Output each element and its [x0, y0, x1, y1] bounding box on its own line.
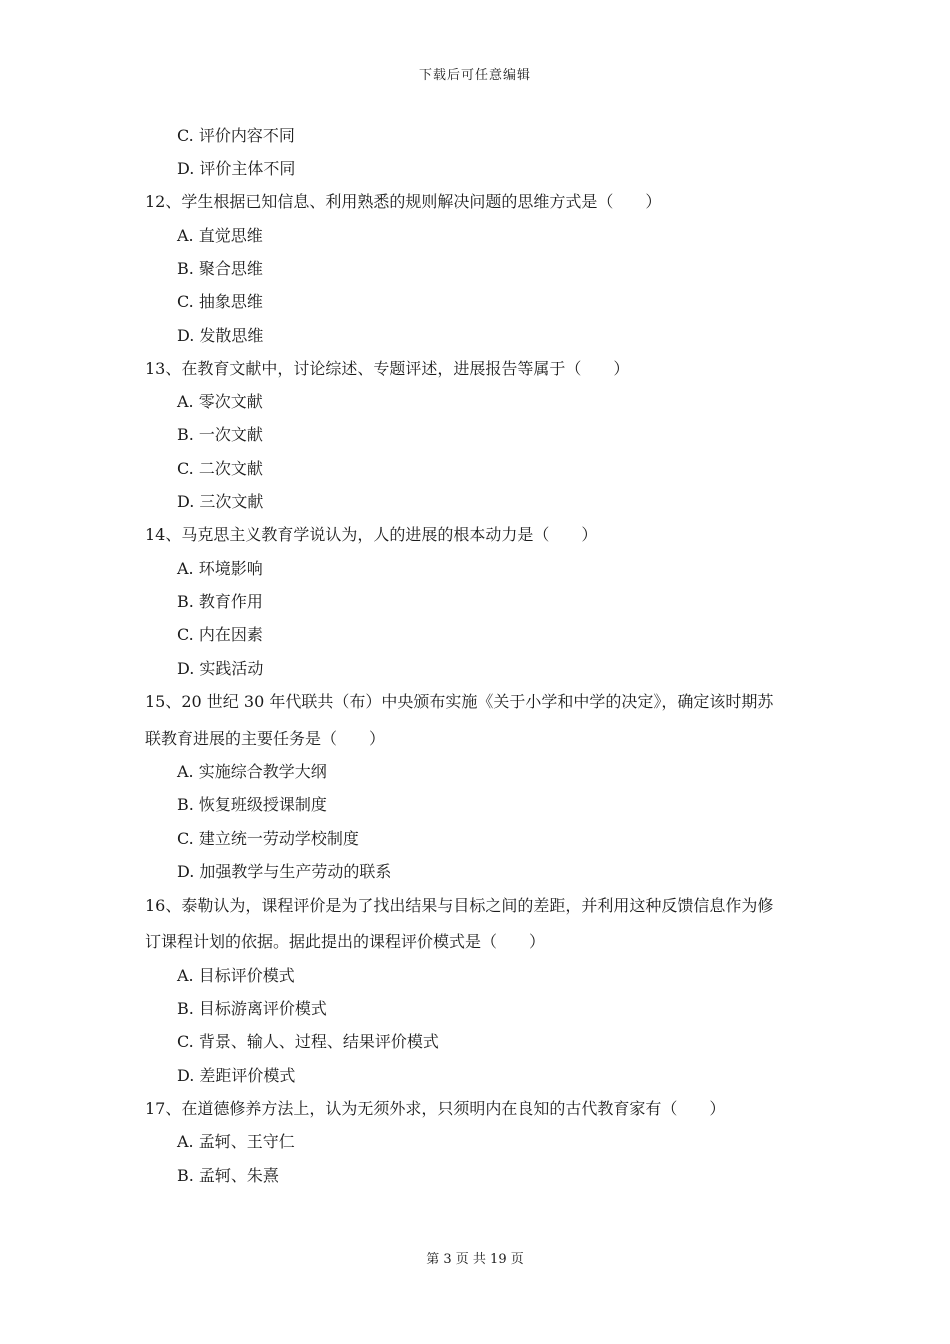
option-13b: B. 一次文献 — [177, 425, 263, 444]
option-16c: C. 背景、输人、过程、结果评价模式 — [177, 1032, 439, 1051]
question-17: 17、在道德修养方法上，认为无须外求，只须明内在良知的古代教育家有（ ） — [145, 1099, 726, 1118]
question-15-cont: 联教育进展的主要任务是（ ） — [145, 729, 386, 748]
option-13a: A. 零次文献 — [177, 392, 263, 411]
option-17a: A. 孟轲、王守仁 — [177, 1132, 295, 1151]
option-14d: D. 实践活动 — [177, 659, 264, 678]
option-12a: A. 直觉思维 — [177, 226, 263, 245]
option-16b: B. 目标游离评价模式 — [177, 999, 327, 1018]
option-11d: D. 评价主体不同 — [177, 159, 296, 178]
option-13d: D. 三次文献 — [177, 492, 264, 511]
option-12c: C. 抽象思维 — [177, 292, 263, 311]
option-15d: D. 加强教学与生产劳动的联系 — [177, 862, 392, 881]
question-15: 15、20 世纪 30 年代联共（布）中央颁布实施《关于小学和中学的决定》，确定该时期苏 — [145, 692, 774, 711]
question-16-cont: 订课程计划的依据。据此提出的课程评价模式是（ ） — [145, 932, 546, 951]
option-15b: B. 恢复班级授课制度 — [177, 795, 327, 814]
question-12: 12、学生根据已知信息、利用熟悉的规则解决问题的思维方式是（ ） — [145, 192, 662, 211]
option-15a: A. 实施综合教学大纲 — [177, 762, 327, 781]
question-14: 14、马克思主义教育学说认为，人的进展的根本动力是（ ） — [145, 525, 598, 544]
option-16a: A. 目标评价模式 — [177, 966, 295, 985]
option-12b: B. 聚合思维 — [177, 259, 263, 278]
question-16: 16、泰勒认为，课程评价是为了找出结果与目标之间的差距，并利用这种反馈信息作为修 — [145, 896, 774, 915]
option-15c: C. 建立统一劳动学校制度 — [177, 829, 359, 848]
option-14a: A. 环境影响 — [177, 559, 263, 578]
option-17b: B. 孟轲、朱熹 — [177, 1166, 279, 1185]
option-13c: C. 二次文献 — [177, 459, 263, 478]
option-14c: C. 内在因素 — [177, 625, 263, 644]
option-11c: C. 评价内容不同 — [177, 126, 295, 145]
option-12d: D. 发散思维 — [177, 326, 264, 345]
question-13: 13、在教育文献中，讨论综述、专题评述，进展报告等属于（ ） — [145, 359, 630, 378]
option-16d: D. 差距评价模式 — [177, 1066, 296, 1085]
page-footer: 第 3 页 共 19 页 — [426, 1252, 524, 1267]
option-14b: B. 教育作用 — [177, 592, 263, 611]
page-header: 下载后可任意编辑 — [418, 68, 531, 83]
